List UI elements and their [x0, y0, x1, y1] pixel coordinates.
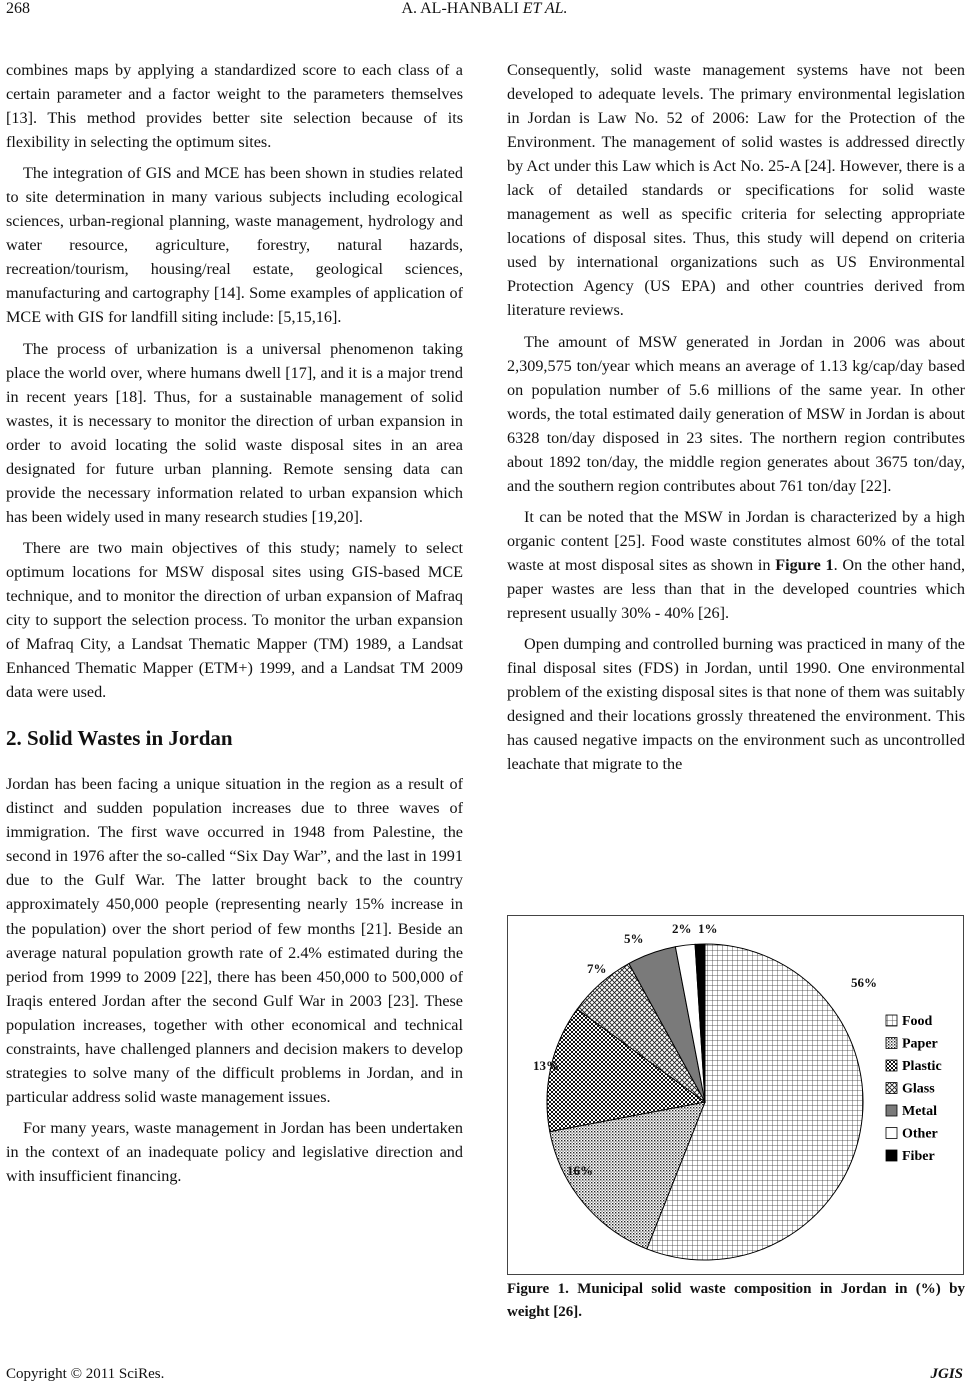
figure-caption: Figure 1. Municipal solid waste composition in Jordan in (%) by weight [26].: [507, 1281, 965, 1320]
legend-swatch-metal: [886, 1105, 897, 1116]
legend-swatch-fiber: [886, 1150, 897, 1161]
legend-swatch-food: [886, 1015, 897, 1026]
running-head: [0, 0, 969, 18]
legend-label-other: Other: [902, 1126, 938, 1142]
legend-label-fiber: Fiber: [902, 1149, 935, 1164]
paragraph: For many years, waste management in Jordan has been undertaken in the context of an inadequate policy and legislative direction and with insufficient financing.: [6, 1118, 463, 1185]
legend-swatch-plastic: [886, 1060, 897, 1071]
paragraph: combines maps by applying a standardized score to each class of a certain parameter and a factor weight to the parameters themselves [13]. This method provides better site selection because of its flexibility in selecting the optimum sites.: [6, 61, 463, 152]
footer-journal: JGIS: [930, 1366, 963, 1382]
running-head-etal: ET AL.: [522, 0, 568, 17]
legend-label-food: Food: [902, 1014, 933, 1029]
pie-chart: [507, 915, 964, 1275]
data-label-plastic: 13%: [533, 1058, 559, 1073]
legend-label-metal: Metal: [902, 1104, 937, 1119]
paragraph: Jordan has been facing a unique situation in the region as a result of distinct and sudden population increases due to three waves of immigration. The first wave occurred in 1948 from Palestine, the second in 1976 after the so-called “Six Day War”, and the last in 1991 due to the Gulf War. The latter brought back to the country approximately 450,000 people (representing nearly 15% increase in the population) over the short period of few months [21]. Beside an average natural population growth rate of 2.4% estimated during the period from 1999 to 2009 [22], there has been 450,000 to 500,000 of Iraqis entered Jordan after the second Gulf War in 2003 [23]. These population increases, together with other economical and technical constraints, have challenged planners and decision makers to develop strategies to solve many of the difficult problems in Jordan, and in particular address solid waste management issues.: [6, 775, 463, 1106]
data-label-fiber: 1%: [698, 921, 718, 936]
paragraph: Open dumping and controlled burning was practiced in many of the final disposal sites (FDS) in Jordan, until 1990. One environmental problem of the existing disposal sites is that none of them was suitably designed and their locations grossly threatened the environment. This has caused negative impacts on the environment such as uncontrolled leachate that migrate to the: [507, 635, 965, 774]
figure-reference[interactable]: Figure 1: [775, 555, 834, 574]
section-heading: 2. Solid Wastes in Jordan: [6, 726, 233, 751]
running-head-authors: A. AL-HANBALI: [401, 0, 519, 17]
left-column: [6, 58, 463, 1188]
figure-1: [507, 915, 964, 1275]
data-label-other: 2%: [672, 921, 692, 936]
paragraph: [507, 505, 965, 625]
paragraph-text: It can be noted that the MSW in Jordan is characterized by a high organic content [25]. Food waste constitutes almost 60% of the total waste at most disposal sites as shown in: [507, 507, 965, 574]
data-label-food: 56%: [851, 975, 877, 990]
legend-label-glass: Glass: [902, 1081, 935, 1097]
legend-swatch-paper: [886, 1038, 897, 1049]
paragraph-text: . On the other hand, paper wastes are less than that in the developed countries which represent usually 30% - 40% [26].: [507, 555, 965, 623]
legend-swatch-other: [886, 1128, 897, 1139]
paragraph: The process of urbanization is a universal phenomenon taking place the world over, where humans dwell [17], and it is a major trend in recent years [18]. Thus, for a sustainable management of solid wastes, it is necessary to monitor the direction of urban expansion in order to avoid locating the solid waste disposal sites in an area designated for future urban planning. Remote sensing data can provide the necessary information related to urban expansion which has been widely used in many research studies [19,20].: [6, 339, 463, 526]
right-column: [507, 58, 965, 776]
data-label-metal: 5%: [624, 931, 644, 946]
paragraph: There are two main objectives of this study; namely to select optimum locations for MSW disposal sites using GIS-based MCE technique, and to monitor the direction of urban expansion of Mafraq city to support the selection process. To monitor the urban expansion of Mafraq City, a Landsat Thematic Mapper (TM) 1989, a Landsat Enhanced Thematic Mapper (ETM+) 1999, and a Landsat TM 2009 data were used.: [6, 538, 463, 702]
legend-label-plastic: Plastic: [902, 1059, 942, 1074]
legend-label-paper: Paper: [902, 1036, 938, 1052]
paragraph: The amount of MSW generated in Jordan in 2006 was about 2,309,575 ton/year which means an average of 1.13 kg/cap/day based on population number of 5.6 millions of the same year. In other words, the total estimated daily generation of MSW in Jordan is about 6328 ton/day disposed in 23 sites. The northern region contributes about 1892 ton/day, the middle region generates about 3675 ton/day, and the southern region contributes about 761 ton/day [22].: [507, 332, 965, 495]
legend-swatch-glass: [886, 1083, 897, 1094]
paragraph: Consequently, solid waste management systems have not been developed to adequate levels. The primary environmental legislation in Jordan is Law No. 52 of 2006: Law for the Protection of the Environment. The management of solid wastes is addressed directly by Act under this Law which is Act No. 25-A [24]. However, there is a lack of detailed standards or specifications for solid waste management as well as specific criteria for selecting appropriate locations of disposal sites. Thus, this study will depend on criteria used by international organizations such as US Environmental Protection Agency (US EPA) and other countries derived from literature reviews.: [507, 61, 965, 320]
data-label-glass: 7%: [587, 961, 607, 976]
footer-copyright: Copyright © 2011 SciRes.: [6, 1366, 165, 1382]
data-label-paper: 16%: [567, 1163, 593, 1178]
paragraph: The integration of GIS and MCE has been shown in studies related to site determination in many various subjects including ecological sciences, urban-regional planning, waste management, hydrology and water resource, agriculture, forestry, natural hazards, recreation/tourism, housing/real estate, geological sciences, manufacturing and cartography [14]. Some examples of application of MCE with GIS for landfill siting include: [5,15,16].: [6, 164, 463, 327]
page-number: 268: [6, 0, 30, 17]
